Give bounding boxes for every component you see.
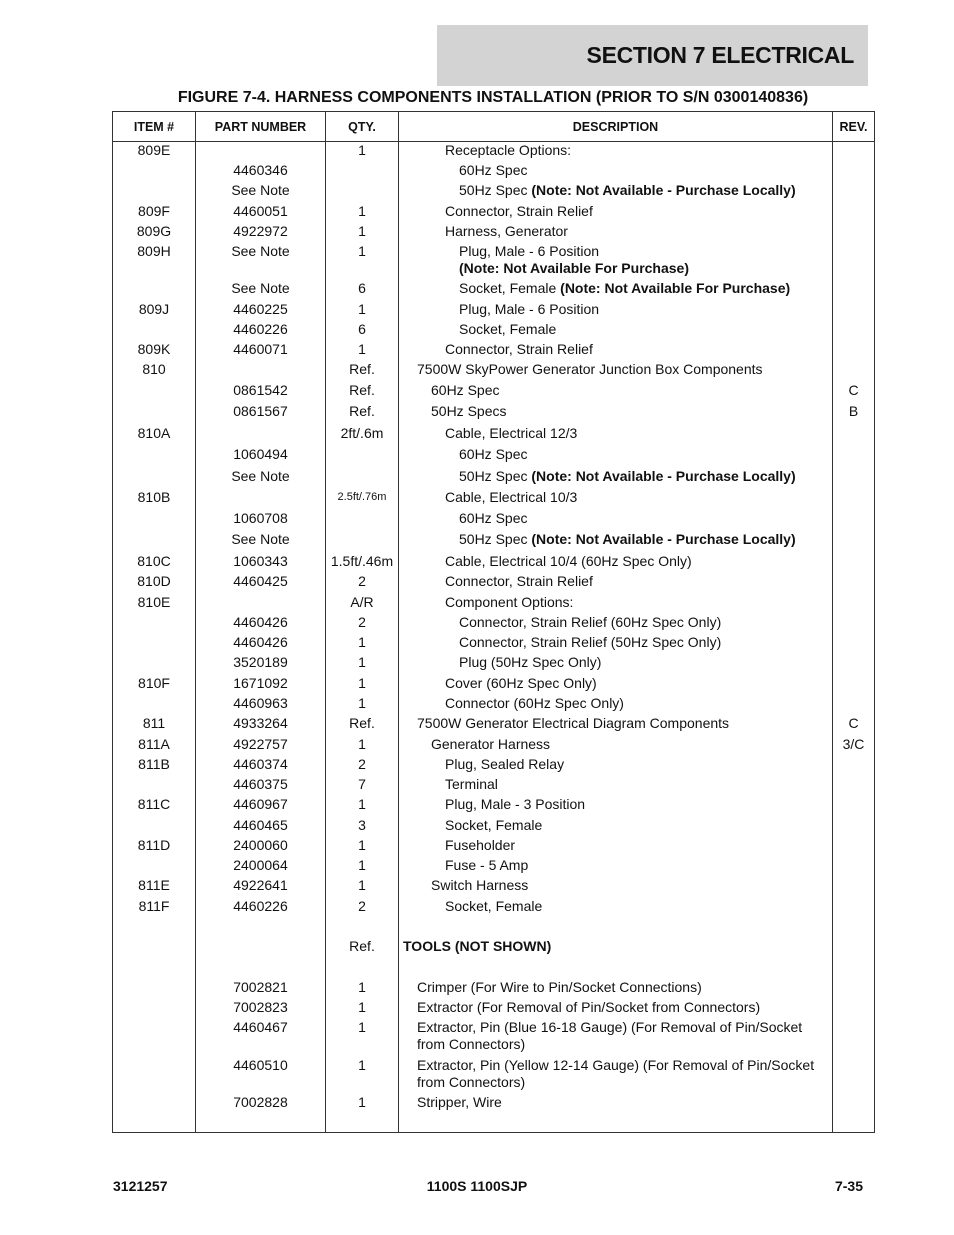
description-note: (Note: Not Available For Purchase) bbox=[459, 260, 690, 276]
qty-cell: 3 bbox=[358, 817, 366, 833]
description-cell bbox=[399, 142, 832, 159]
item-cell: 810B bbox=[137, 489, 171, 505]
qty-cell: 1 bbox=[358, 796, 366, 812]
description-text: Terminal bbox=[445, 776, 498, 792]
part-number-cell: 4922972 bbox=[233, 223, 288, 239]
qty-cell: 1 bbox=[358, 142, 366, 158]
description-cell bbox=[399, 857, 832, 874]
qty-cell: 2 bbox=[358, 573, 366, 589]
description-text: Cover (60Hz Spec Only) bbox=[445, 675, 597, 691]
description-text: Socket, Female bbox=[445, 898, 543, 914]
description-text: Crimper (For Wire to Pin/Socket Connections) bbox=[417, 979, 702, 995]
footer-page-number: 7-35 bbox=[834, 1178, 863, 1194]
table-body-row bbox=[113, 142, 875, 1133]
item-cell: 810D bbox=[137, 573, 171, 589]
qty-cell: 1 bbox=[358, 877, 366, 893]
rev-cell: C bbox=[848, 382, 859, 398]
part-number-cell: 4933264 bbox=[233, 715, 288, 731]
part-number-cell: See Note bbox=[231, 468, 290, 484]
qty-cell: Ref. bbox=[349, 715, 375, 731]
item-cell: 811A bbox=[138, 736, 170, 752]
description-cell bbox=[399, 817, 832, 834]
part-number-cell: 4460963 bbox=[233, 695, 288, 711]
description-note: (Note: Not Available For Purchase) bbox=[560, 280, 791, 296]
section-header-band bbox=[437, 25, 868, 86]
description-cell bbox=[399, 877, 832, 894]
part-number-cell: 1060343 bbox=[233, 553, 288, 569]
qty-cell: 1 bbox=[358, 979, 366, 995]
description-text: Connector, Strain Relief bbox=[445, 341, 593, 357]
qty-cell: 1 bbox=[358, 1057, 366, 1073]
qty-cell: 1 bbox=[358, 243, 366, 259]
description-cell bbox=[399, 341, 832, 358]
part-number-cell: 4460225 bbox=[233, 301, 288, 317]
qty-cell: 1 bbox=[358, 736, 366, 752]
description-cell bbox=[399, 796, 832, 813]
description-text: Connector, Strain Relief bbox=[445, 203, 593, 219]
description-cell bbox=[399, 223, 832, 240]
description-text: Plug, Male - 6 Position bbox=[459, 301, 600, 317]
part-number-cell: 4460226 bbox=[233, 321, 288, 337]
description-text: Plug (50Hz Spec Only) bbox=[459, 654, 602, 670]
description-cell bbox=[399, 403, 832, 420]
item-cell: 809G bbox=[136, 223, 172, 239]
description-note: (Note: Not Available - Purchase Locally) bbox=[531, 531, 796, 547]
qty-column bbox=[326, 142, 399, 1133]
description-cell bbox=[399, 1094, 832, 1111]
description-note: (Note: Not Available - Purchase Locally) bbox=[531, 182, 796, 198]
description-note: (Note: Not Available - Purchase Locally) bbox=[531, 468, 796, 484]
qty-cell: 1 bbox=[358, 837, 366, 853]
description-cell bbox=[399, 999, 832, 1016]
description-text: 50Hz Spec bbox=[459, 468, 532, 484]
item-cell: 809K bbox=[137, 341, 171, 357]
description-cell bbox=[399, 203, 832, 220]
part-number-cell: 4460346 bbox=[233, 162, 288, 178]
part-number-cell: 3520189 bbox=[233, 654, 288, 670]
description-text: Socket, Female bbox=[459, 321, 557, 337]
description-cell bbox=[399, 243, 832, 277]
qty-cell: 7 bbox=[358, 776, 366, 792]
part-number-cell: See Note bbox=[231, 531, 290, 547]
item-cell: 810F bbox=[138, 675, 170, 691]
description-cell bbox=[399, 979, 832, 996]
description-text: Plug, Male - 3 Position bbox=[445, 796, 586, 812]
description-cell bbox=[399, 938, 832, 955]
item-cell: 811B bbox=[138, 756, 170, 772]
item-cell: 810C bbox=[137, 553, 171, 569]
part-number-cell: See Note bbox=[231, 243, 290, 259]
description-text: Extractor, Pin (Yellow 12-14 Gauge) (For Removal of Pin/Socket from Connectors) bbox=[417, 1057, 815, 1090]
description-cell bbox=[399, 425, 832, 442]
part-number-cell: 1060494 bbox=[233, 446, 288, 462]
qty-cell: 2.5ft/.76m bbox=[337, 491, 387, 503]
description-cell bbox=[399, 301, 832, 318]
description-cell bbox=[399, 553, 832, 570]
part-number-cell: 4460226 bbox=[233, 898, 288, 914]
part-number-cell: 2400060 bbox=[233, 837, 288, 853]
part-number-cell: 4460071 bbox=[233, 341, 288, 357]
description-cell bbox=[399, 837, 832, 854]
rev-column bbox=[833, 142, 875, 1133]
part-number-cell: 7002821 bbox=[233, 979, 288, 995]
description-text: 7500W SkyPower Generator Junction Box Components bbox=[417, 361, 763, 377]
description-text: 60Hz Spec bbox=[459, 162, 528, 178]
qty-cell: 1 bbox=[358, 301, 366, 317]
description-text: 7500W Generator Electrical Diagram Components bbox=[417, 715, 730, 731]
item-cell: 811C bbox=[137, 796, 171, 812]
description-cell bbox=[399, 634, 832, 651]
qty-cell: A/R bbox=[350, 594, 374, 610]
description-cell bbox=[399, 1057, 832, 1091]
figure-title: FIGURE 7-4. HARNESS COMPONENTS INSTALLATION (PRIOR TO S/N 0300140836) bbox=[177, 89, 809, 106]
item-cell: 811F bbox=[138, 898, 170, 914]
part-number-cell: 0861542 bbox=[233, 382, 288, 398]
description-text: 60Hz Spec bbox=[459, 446, 528, 462]
item-cell: 809J bbox=[138, 301, 170, 317]
description-cell bbox=[399, 614, 832, 631]
description-text: Component Options: bbox=[445, 594, 574, 610]
footer-doc-number: 3121257 bbox=[113, 1178, 168, 1194]
description-text: Connector (60Hz Spec Only) bbox=[445, 695, 624, 711]
rev-cell: 3/C bbox=[842, 736, 865, 752]
description-cell bbox=[399, 715, 832, 732]
part-number-cell: See Note bbox=[231, 280, 290, 296]
qty-cell: 1 bbox=[358, 695, 366, 711]
qty-cell: 1 bbox=[358, 634, 366, 650]
qty-cell: 6 bbox=[358, 280, 366, 296]
qty-cell: 2ft/.6m bbox=[340, 425, 384, 441]
description-text: Connector, Strain Relief bbox=[445, 573, 593, 589]
part-number-column bbox=[196, 142, 326, 1133]
part-number-cell: 4460967 bbox=[233, 796, 288, 812]
description-cell bbox=[399, 594, 832, 611]
qty-cell: 1 bbox=[358, 654, 366, 670]
description-text: Plug, Male - 6 Position bbox=[459, 243, 600, 259]
description-column bbox=[399, 142, 833, 1133]
description-text: Cable, Electrical 12/3 bbox=[445, 425, 578, 441]
description-text: Cable, Electrical 10/4 (60Hz Spec Only) bbox=[445, 553, 692, 569]
description-cell bbox=[399, 510, 832, 527]
header-qty: QTY. bbox=[326, 112, 399, 142]
item-cell: 810A bbox=[137, 425, 171, 441]
description-cell bbox=[399, 695, 832, 712]
header-part-number: PART NUMBER bbox=[196, 112, 326, 142]
parts-table bbox=[112, 111, 875, 1133]
description-cell bbox=[399, 162, 832, 179]
qty-cell: 2 bbox=[358, 898, 366, 914]
description-text: Extractor, Pin (Blue 16-18 Gauge) (For Removal of Pin/Socket from Connectors) bbox=[417, 1019, 803, 1052]
description-cell bbox=[399, 756, 832, 773]
description-text: 60Hz Spec bbox=[459, 510, 528, 526]
qty-cell: 1 bbox=[358, 1094, 366, 1110]
description-text: Connector, Strain Relief (60Hz Spec Only) bbox=[459, 614, 722, 630]
description-cell bbox=[399, 382, 832, 399]
qty-cell: 1 bbox=[358, 1019, 366, 1035]
rev-cell: C bbox=[848, 715, 859, 731]
rev-cell: B bbox=[848, 403, 859, 419]
table-header-row bbox=[113, 112, 875, 142]
part-number-cell: 2400064 bbox=[233, 857, 288, 873]
qty-cell: 6 bbox=[358, 321, 366, 337]
qty-cell: 2 bbox=[358, 756, 366, 772]
part-number-cell: 4460426 bbox=[233, 614, 288, 630]
description-text: Cable, Electrical 10/3 bbox=[445, 489, 578, 505]
part-number-cell: 4922757 bbox=[233, 736, 288, 752]
description-text: Stripper, Wire bbox=[417, 1094, 502, 1110]
part-number-cell: 4460467 bbox=[233, 1019, 288, 1035]
description-cell bbox=[399, 736, 832, 753]
qty-cell: 1.5ft/.46m bbox=[330, 553, 394, 569]
qty-cell: 1 bbox=[358, 223, 366, 239]
item-cell: 810 bbox=[142, 361, 166, 377]
item-cell: 809F bbox=[138, 203, 170, 219]
qty-cell: Ref. bbox=[349, 382, 375, 398]
qty-cell: 1 bbox=[358, 341, 366, 357]
description-text: Extractor (For Removal of Pin/Socket from Connectors) bbox=[417, 999, 761, 1015]
part-number-cell: 1060708 bbox=[233, 510, 288, 526]
description-cell bbox=[399, 654, 832, 671]
part-number-cell: See Note bbox=[231, 182, 290, 198]
description-cell bbox=[399, 776, 832, 793]
item-cell: 811 bbox=[142, 715, 166, 731]
part-number-cell: 4460425 bbox=[233, 573, 288, 589]
description-cell bbox=[399, 280, 832, 297]
description-cell bbox=[399, 531, 832, 548]
qty-cell: 2 bbox=[358, 614, 366, 630]
description-text: 50Hz Spec bbox=[459, 531, 532, 547]
qty-cell: 1 bbox=[358, 675, 366, 691]
item-column bbox=[113, 142, 196, 1133]
description-text: Plug, Sealed Relay bbox=[445, 756, 565, 772]
description-text: 50Hz Specs bbox=[431, 403, 507, 419]
part-number-cell: 1671092 bbox=[233, 675, 288, 691]
header-item: ITEM # bbox=[113, 112, 196, 142]
part-number-cell: 4460051 bbox=[233, 203, 288, 219]
description-cell bbox=[399, 898, 832, 915]
description-text: Fuse - 5 Amp bbox=[445, 857, 529, 873]
item-cell: 809E bbox=[137, 142, 171, 158]
description-cell bbox=[399, 321, 832, 338]
qty-cell: 1 bbox=[358, 857, 366, 873]
part-number-cell: 4460426 bbox=[233, 634, 288, 650]
footer-models: 1100S 1100SJP bbox=[426, 1178, 528, 1194]
description-cell bbox=[399, 1019, 832, 1053]
item-cell: 811D bbox=[137, 837, 171, 853]
part-number-cell: 4460375 bbox=[233, 776, 288, 792]
part-number-cell: 7002828 bbox=[233, 1094, 288, 1110]
part-number-cell: 4460465 bbox=[233, 817, 288, 833]
part-number-cell: 4460374 bbox=[233, 756, 288, 772]
description-note: TOOLS (NOT SHOWN) bbox=[403, 938, 552, 954]
description-text: Generator Harness bbox=[431, 736, 551, 752]
description-cell bbox=[399, 182, 832, 199]
description-cell bbox=[399, 489, 832, 506]
description-text: Harness, Generator bbox=[445, 223, 568, 239]
qty-cell: Ref. bbox=[349, 938, 375, 954]
part-number-cell: 4460510 bbox=[233, 1057, 288, 1073]
section-title: SECTION 7 ELECTRICAL bbox=[586, 42, 854, 68]
description-cell bbox=[399, 675, 832, 692]
description-cell bbox=[399, 468, 832, 485]
description-text: Switch Harness bbox=[431, 877, 529, 893]
description-text: Socket, Female bbox=[459, 280, 561, 296]
description-text: 50Hz Spec bbox=[459, 182, 532, 198]
item-cell: 810E bbox=[137, 594, 171, 610]
description-cell bbox=[399, 361, 832, 378]
description-text: Connector, Strain Relief (50Hz Spec Only) bbox=[459, 634, 722, 650]
part-number-cell: 0861567 bbox=[233, 403, 288, 419]
part-number-cell: 7002823 bbox=[233, 999, 288, 1015]
description-text: Fuseholder bbox=[445, 837, 516, 853]
qty-cell: Ref. bbox=[349, 361, 375, 377]
qty-cell: 1 bbox=[358, 203, 366, 219]
description-text: Receptacle Options: bbox=[445, 142, 572, 158]
header-rev: REV. bbox=[833, 112, 875, 142]
header-description: DESCRIPTION bbox=[399, 112, 833, 142]
item-cell: 809H bbox=[137, 243, 171, 259]
item-cell: 811E bbox=[138, 877, 170, 893]
part-number-cell: 4922641 bbox=[233, 877, 288, 893]
description-cell bbox=[399, 573, 832, 590]
description-text: Socket, Female bbox=[445, 817, 543, 833]
qty-cell: 1 bbox=[358, 999, 366, 1015]
description-cell bbox=[399, 446, 832, 463]
qty-cell: Ref. bbox=[349, 403, 375, 419]
description-text: 60Hz Spec bbox=[431, 382, 500, 398]
